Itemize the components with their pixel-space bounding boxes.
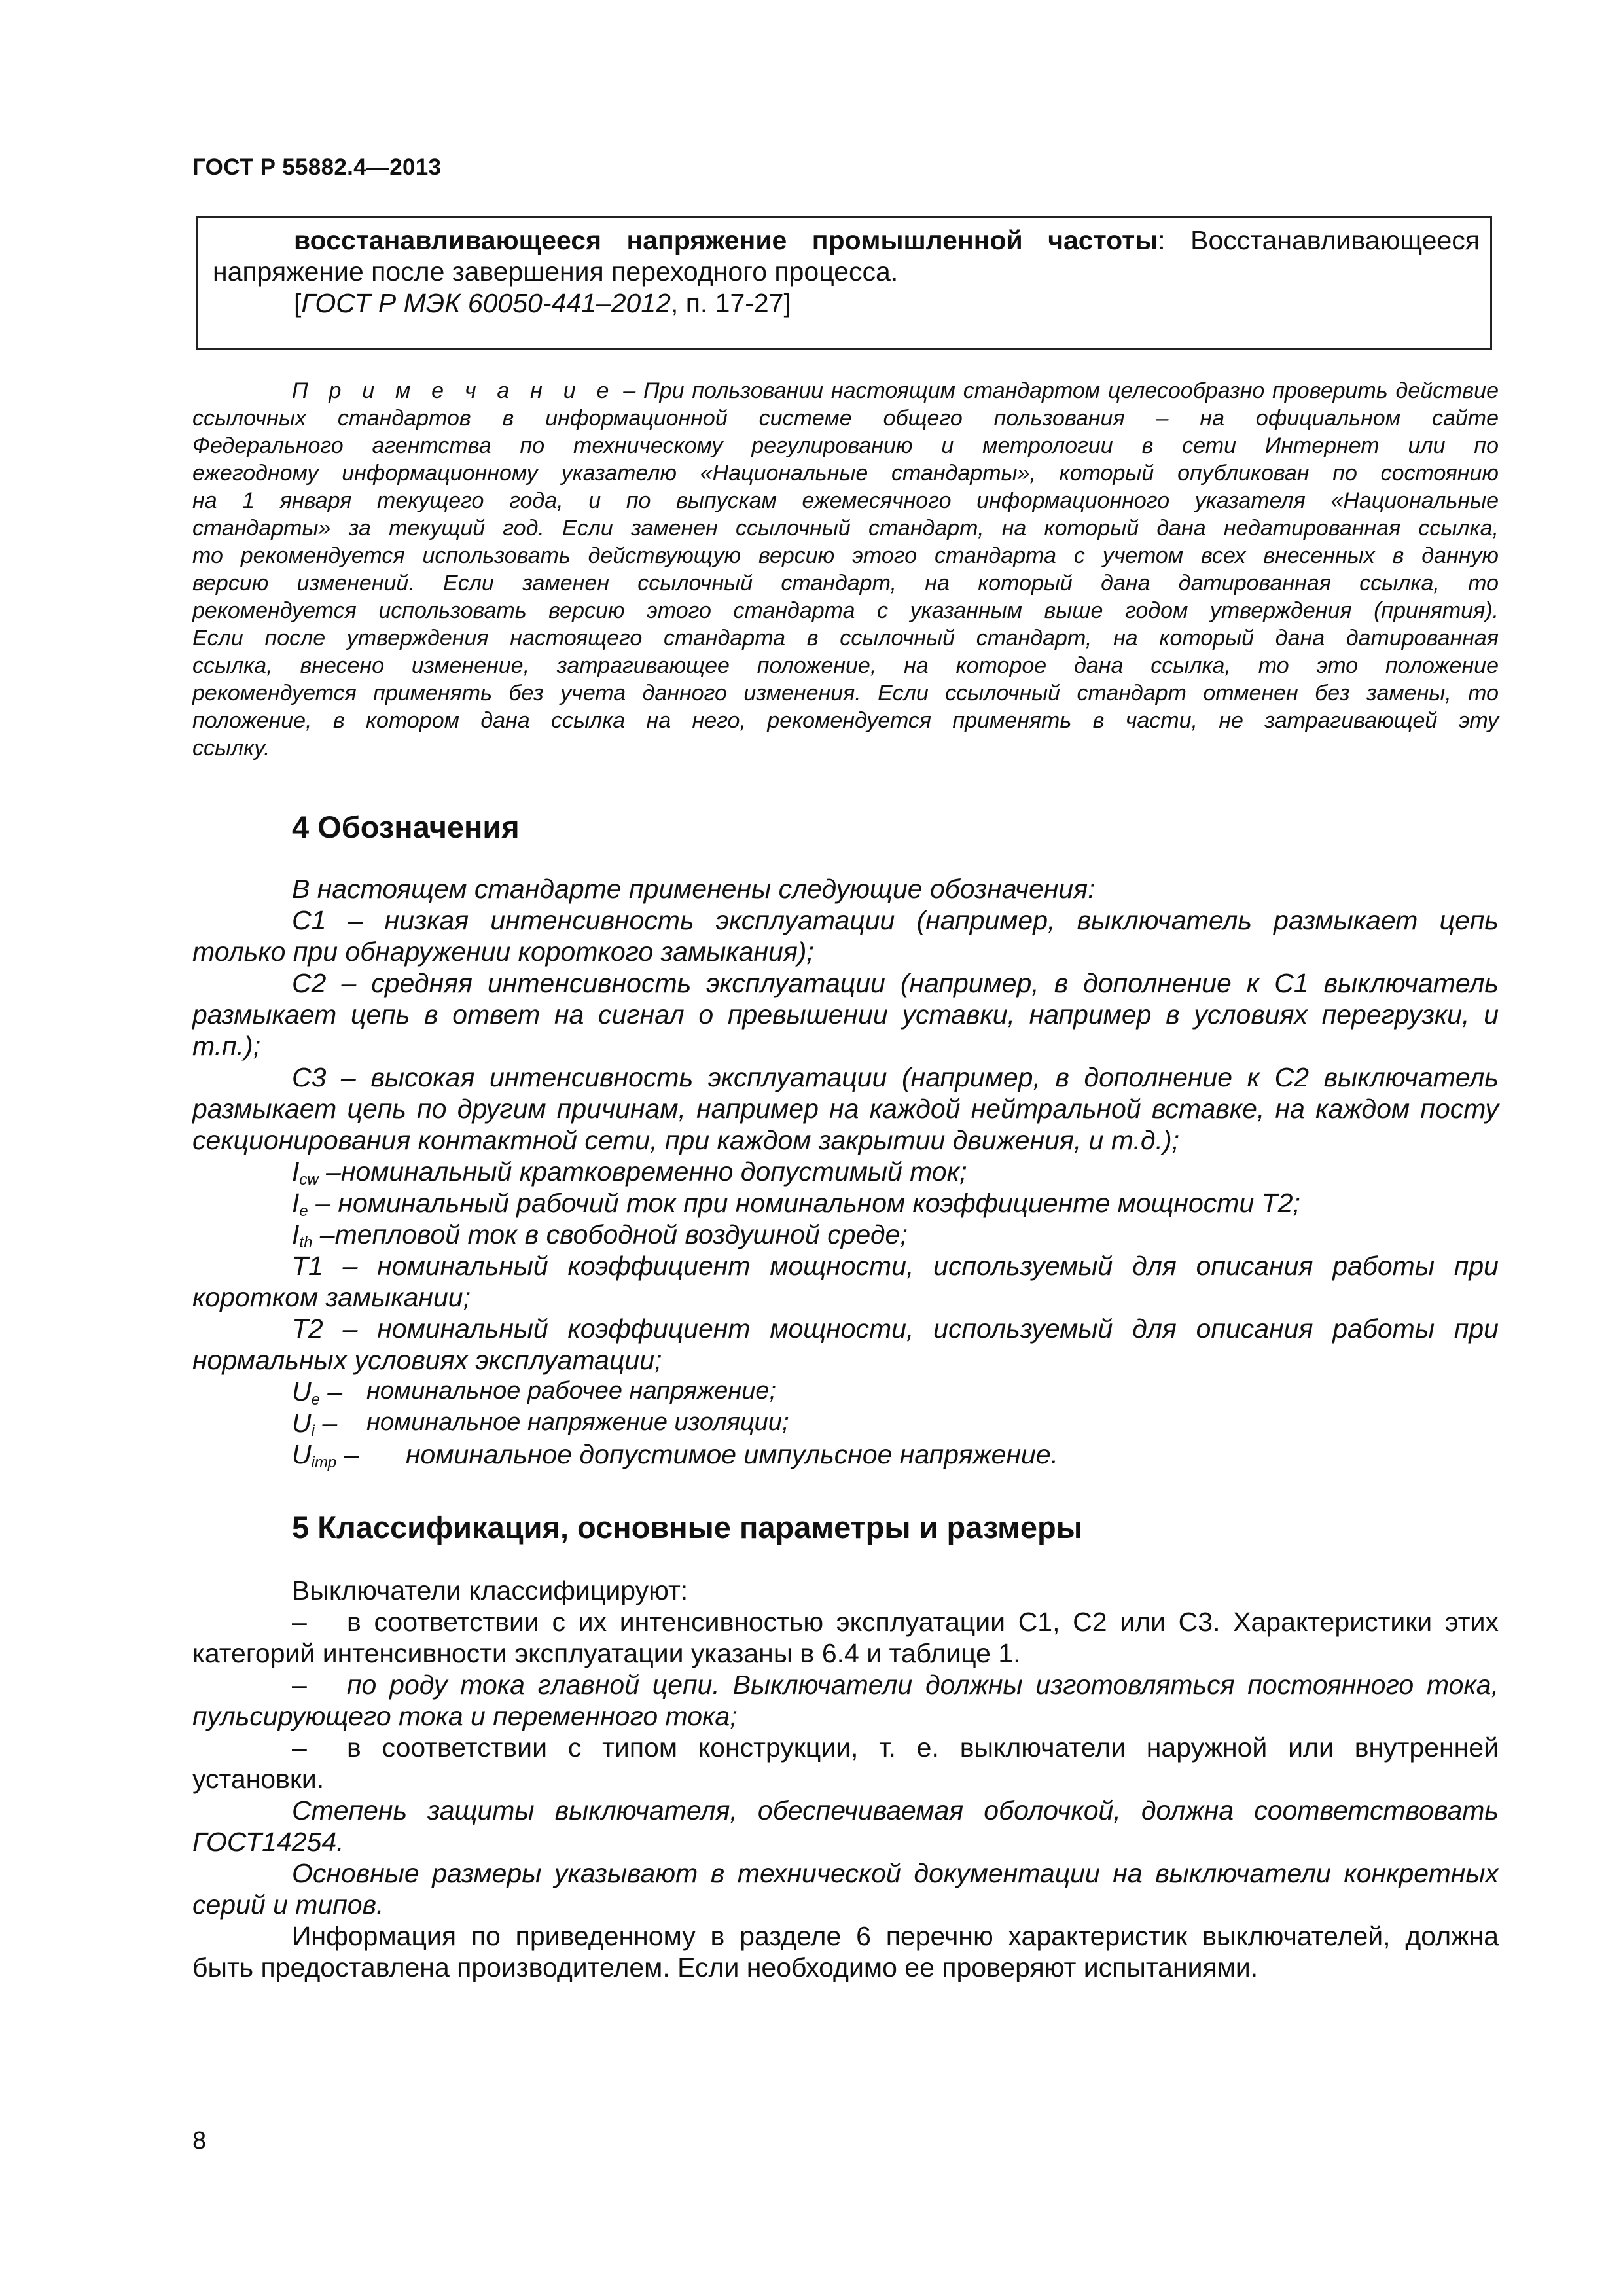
page-number: 8 (192, 2127, 207, 2155)
note-line: стандарты» за текущий год. Если заменен ссылочный стандарт, на который дана недатированная ссылка, (192, 516, 1499, 541)
designation-c1-cont: только при обнаружении короткого замыкания); (192, 937, 814, 967)
information-paragraph-cont: быть предоставлена производителем. Если необходимо ее проверяют испытаниями. (192, 1952, 1258, 1982)
note-line: ссылочных стандартов в информационной системе общего пользования – на официальном сайте (192, 406, 1499, 431)
designation-t1-cont: коротком замыкании; (192, 1282, 471, 1312)
note-line: рекомендуется использовать версию этого стандарта с указанным выше годом утверждения (принятия). (192, 598, 1499, 623)
designation-ui-text: номинальное напряжение изоляции; (366, 1408, 789, 1436)
note-label: П р и м е ч а н и е (292, 378, 616, 403)
bullet-dash: – (292, 1607, 307, 1637)
dimensions-paragraph: Основные размеры указывают в технической документации на выключатели конкретных (292, 1858, 1499, 1888)
bullet-dash: – (292, 1732, 307, 1763)
designation-ith: $I_{th}$ –тепловой ток в свободной воздушной среде; (292, 1219, 908, 1251)
note-line: ссылку. (192, 736, 270, 761)
designation-c3: С3 – высокая интенсивность эксплуатации (например, в дополнение к С2 выключатель (292, 1062, 1499, 1092)
bullet-3: в соответствии с типом конструкции, т. е. выключатели наружной или внутренней (347, 1732, 1499, 1763)
bullet-1-cont: категорий интенсивности эксплуатации указаны в 6.4 и таблице 1. (192, 1638, 1021, 1668)
definition-term: восстанавливающееся напряжение промышленной частоты (294, 225, 1158, 255)
designation-ue: $U_e$ – (292, 1376, 343, 1408)
note-line: Если после утверждения настоящего стандарта в ссылочный стандарт, на который дана датированная (192, 626, 1499, 651)
bullet-dash: – (292, 1670, 307, 1700)
definition-line-2: напряжение после завершения переходного процесса. (213, 257, 899, 287)
protection-paragraph: Степень защиты выключателя, обеспечиваемая оболочкой, должна соответствовать (292, 1795, 1499, 1825)
designation-uimp-text: номинальное допустимое импульсное напряжение. (406, 1439, 1059, 1469)
designation-icw: $I_{cw}$ –номинальный кратковременно допустимый ток; (292, 1157, 967, 1189)
definition-box (196, 216, 1492, 350)
note-line: ежегодному информационному указателю «Национальные стандарты», который опубликован по состоянию (192, 461, 1499, 486)
dimensions-paragraph-cont: серий и типов. (192, 1890, 384, 1920)
designation-c2-cont: т.п.); (192, 1031, 261, 1061)
designation-ui: $U_i$ – (292, 1408, 338, 1440)
note-line: версию изменений. Если заменен ссылочный стандарт, на который дана датированная ссылка, то (192, 571, 1499, 596)
designation-t1: Т1 – номинальный коэффициент мощности, используемый для описания работы при (292, 1251, 1499, 1281)
designation-c1: С1 – низкая интенсивность эксплуатации (например, выключатель размыкает цепь (292, 905, 1499, 935)
bullet-3-cont: установки. (192, 1764, 325, 1794)
note-line: ссылка, внесено изменение, затрагивающее положение, на которое дана ссылка, то это положение (192, 653, 1499, 678)
designation-c2-cont: размыкает цепь в ответ на сигнал о превышении уставки, например в условиях перегрузки, и (192, 999, 1499, 1030)
document-header: ГОСТ Р 55882.4—2013 (192, 154, 442, 180)
note-line-1: П р и м е ч а н и е – При пользовании настоящим стандартом целесообразно проверить действие (292, 378, 1499, 403)
designation-c3-cont: размыкает цепь по другим причинам, например на каждой нейтральной вставке, на каждом посту (192, 1094, 1499, 1124)
bullet-2: по роду тока главной цепи. Выключатели должны изготовляться постоянного тока, (347, 1670, 1499, 1700)
designation-c3-cont: секционирования контактной сети, при каждом закрытии движения, и т.д.); (192, 1125, 1180, 1155)
protection-paragraph-cont: ГОСТ14254. (192, 1827, 344, 1857)
designations-intro: В настоящем стандарте применены следующие обозначения: (292, 874, 1096, 904)
definition-line-1: восстанавливающееся напряжение промышленной частоты: Восстанавливающееся (294, 225, 1480, 255)
designation-c2: С2 – средняя интенсивность эксплуатации (например, в дополнение к С1 выключатель (292, 968, 1499, 998)
note-line: то рекомендуется использовать действующую версию этого стандарта с учетом всех внесенных в данную (192, 543, 1499, 568)
designation-uimp: $U_{imp}$ – (292, 1439, 359, 1471)
classification-intro: Выключатели классифицируют: (292, 1575, 688, 1605)
note-line: положение, в котором дана ссылка на него, рекомендуется применять в части, не затрагивающей эту (192, 708, 1499, 733)
note-line: рекомендуется применять без учета данного изменения. Если ссылочный стандарт отменен без замены, то (192, 681, 1499, 706)
bullet-2-cont: пульсирующего тока и переменного тока; (192, 1701, 738, 1731)
bullet-1: в соответствии с их интенсивностью эксплуатации С1, С2 или С3. Характеристики этих (347, 1607, 1499, 1637)
designation-ie: $I_e$ – номинальный рабочий ток при номинальном коэффициенте мощности T2; (292, 1188, 1300, 1220)
definition-reference: [ГОСТ Р МЭК 60050-441–2012, п. 17-27] (294, 288, 791, 318)
note-line: Федерального агентства по техническому регулированию и метрологии в сети Интернет или по (192, 433, 1499, 458)
note-line: на 1 января текущего года, и по выпускам ежемесячного информационного указателя «Национальные (192, 488, 1499, 513)
section-5-heading: 5 Классификация, основные параметры и размеры (292, 1510, 1082, 1545)
designation-t2-cont: нормальных условиях эксплуатации; (192, 1345, 662, 1375)
designation-t2: Т2 – номинальный коэффициент мощности, используемый для описания работы при (292, 1314, 1499, 1344)
information-paragraph: Информация по приведенному в разделе 6 перечню характеристик выключателей, должна (292, 1921, 1499, 1951)
section-4-heading: 4 Обозначения (292, 810, 520, 844)
designation-ue-text: номинальное рабочее напряжение; (366, 1377, 777, 1405)
